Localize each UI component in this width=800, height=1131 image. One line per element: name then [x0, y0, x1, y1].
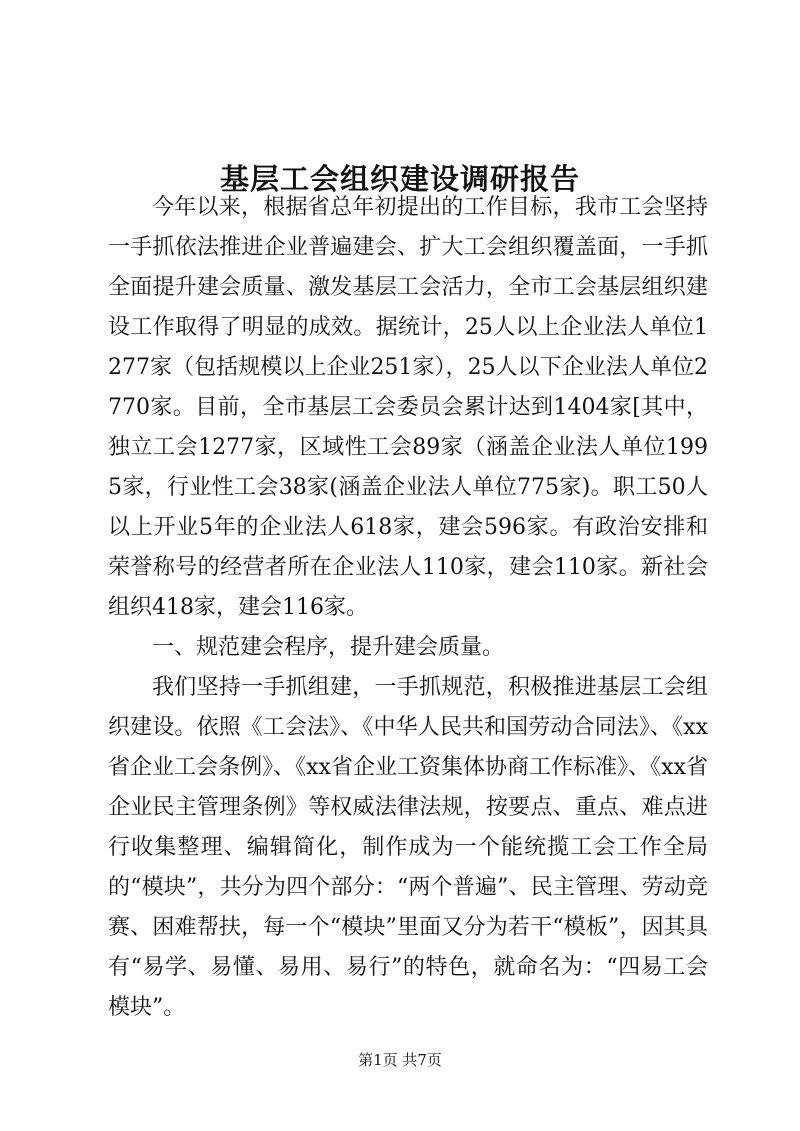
- paragraph-intro: 今年以来，根据省总年初提出的工作目标，我市工会坚持一手抓依法推进企业普遍建会、扩大工会组织覆盖面，一手抓全面提升建会质量、激发基层工会活力，全市工会基层组织建设工作取得了明显的成效。据统计，25人以上企业法人单位1277家（包括规模以上企业251家），25人以下企业法人单位2770家。目前，全市基层工会委员会累计达到1404家[其中，独立工会1277家，区域性工会89家（涵盖企业法人单位1995家，行业性工会38家(涵盖企业法人单位775家)。职工50人以上开业5年的企业法人618家，建会596家。有政治安排和荣誉称号的经营者所在企业法人110家，建会110家。新社会组织418家，建会116家。: [108, 195, 708, 620]
- paragraph-section-body: 我们坚持一手抓组建，一手抓规范，积极推进基层工会组织建设。依照《工会法》、《中华人民共和国劳动合同法》、《xx省企业工会条例》、《xx省企业工资集体协商工作标准》、《xx省企业民主管理条例》等权威法律法规，按要点、重点、难点进行收集整理、编辑简化，制作成为一个能统揽工会工作全局的“模块”，共分为四个部分：“两个普遍”、民主管理、劳动竞赛、困难帮扶，每一个“模块”里面又分为若干“模板”，因其具有“易学、易懂、易用、易行”的特色，就命名为：“四易工会模块”。: [108, 675, 708, 1020]
- document-body: [108, 188, 708, 1028]
- page-footer: 第1页 共7页: [358, 1051, 442, 1069]
- paragraph-section-heading: 一、规范建会程序，提升建会质量。: [152, 635, 505, 660]
- document-title: 基层工会组织建设调研报告: [219, 162, 580, 197]
